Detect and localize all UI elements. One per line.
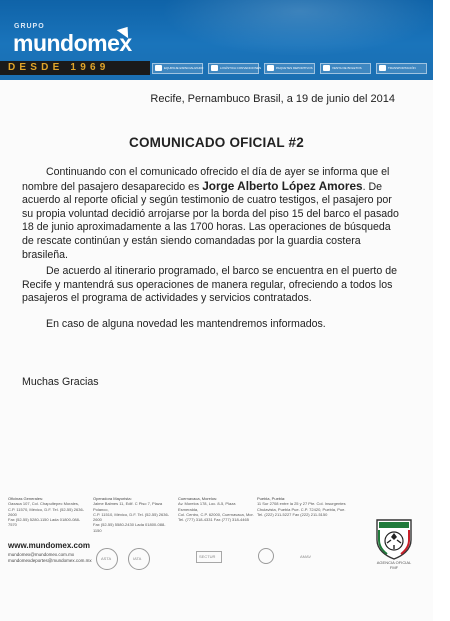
service-label: LOGÍSTICA CONVENCIONES [220,65,262,70]
email-link[interactable]: mundomex@mundomex.com.mx [8,552,75,557]
logo-prefix: GRUPO [14,23,45,30]
bus-icon [379,65,386,71]
service-label: VENTA DE BOLETOS [332,65,362,70]
fmf-caption-line: FMF [389,565,399,570]
office-line: C.P. 11510, México, D.F. Tel. (52-55) 2636-2600 [93,511,170,523]
email-list [8,552,92,564]
office-line: Fax (52-55) 5280-1150 Lada 01800-088-7570 [8,517,81,528]
service-item-luggage [152,63,203,74]
office-line: Av. Morelos 178, Loc. 8-5, Plaza Esmeralda, [178,501,236,512]
ticket-icon [323,65,330,71]
office-line: Col. Centro, C.P. 62000, Cuernavaca, Mor. [178,511,254,517]
service-label: EQUIPAJE ESPECIALIZADO [164,65,204,70]
fmf-caption [366,560,422,570]
company-logo: mundomex [13,30,132,56]
sectur-label: SECTUR [199,554,216,559]
paragraph-3-text: En caso de alguna novedad les mantendremos informados. [46,318,326,330]
website-link[interactable]: www.mundomex.com [8,541,90,550]
closing-line: Muchas Gracias [22,376,99,388]
office-line: Oaxaca 107, Col. Chapultepec Morales, [8,501,79,507]
calendar-icon [211,65,218,71]
email-link[interactable]: mundomexdeportes@mundomex.com.mx [8,558,92,563]
asta-label: ASTA [101,556,112,561]
paragraph-2-text: De acuerdo al itinerario programado, el barco se encuentra en el puerto de Recife y mantendrá sus operaciones de manera regular, ofreciendo a todos los pasajeros el programa de actividades y servicios contratados. [22,265,397,305]
office-general [8,496,86,528]
service-item-transport [376,63,427,74]
letter-footer [0,496,433,606]
date-line: Recife, Pernambuco Brasil, a 19 de junio del 2014 [150,93,395,105]
office-line: Tel. (777) 318-4331 Fax (777) 318-4465 [178,517,249,523]
office-title: Oficinas Generales: [8,496,44,501]
service-item-conventions [208,63,262,74]
office-line: Chulavista, Puebla Pue. C.P. 72420, Puebla, Pue. [257,506,346,512]
iata-label: IATA [133,556,142,561]
office-line: C.P. 11570, México, D.F. Tel. (52-55) 2636-2600 [8,506,85,517]
office-line: Fax (52-55) 5580-2430 Lada 01800-088-1150 [93,522,166,533]
paragraph-1-text-a: Continuando con el comunicado ofrecido el día de ayer se informa que el nombre del pasajero desaparecido es [22,166,390,193]
paragraph-1 [22,166,402,262]
emblem-icon [258,548,274,564]
plane-icon [267,65,274,71]
fmf-shield-icon [373,516,415,560]
office-title: Puebla, Puebla: [257,496,286,501]
office-title: Operadora Mayorista: [93,496,132,501]
office-cuernavaca [178,496,256,522]
service-label: TRANSPORTACIÓN [388,65,416,70]
office-puebla [257,496,347,517]
paragraph-1-text-b: . De acuerdo al reporte oficial y según testimonio de cuatro testigos, el pasajero por su propia voluntad decidió arrojarse por la borda del piso 15 del barco el pasado 18 de junio aproximadamente a las 1700 horas. Las operaciones de búsqueda de rescate continúan y están siendo comandadas por la guardia costera brasileña. [22,180,399,261]
office-line: Jaime Balmes 11, Edif. C Piso 7, Plaza Polanco, [93,501,163,512]
letter-title: COMUNICADO OFICIAL #2 [129,135,304,150]
service-item-sports [264,63,315,74]
office-operator [93,496,171,533]
service-item-tickets [320,63,371,74]
letterhead-banner [0,0,433,80]
fmf-caption-line: AGENCIA OFICIAL [376,560,412,565]
paragraph-3 [22,318,402,332]
office-line: 11 Sur 2708 entre la 25 y 27 Pte. Col. Insurgentes [257,501,346,507]
luggage-icon [155,65,162,71]
banner-watermark [150,0,450,60]
amav-label: AMAV [300,554,312,559]
passenger-name: Jorge Alberto López Amores [202,178,363,193]
service-label: PAQUETES DEPORTIVOS [276,65,313,70]
since-banner: DESDE 1969 [0,61,150,75]
office-title: Cuernavaca, Morelos: [178,496,218,501]
office-line: Tel. (222) 211-5227 Fax (222) 211-5150 [257,511,328,517]
paragraph-2 [22,265,402,306]
service-strip [150,61,433,75]
